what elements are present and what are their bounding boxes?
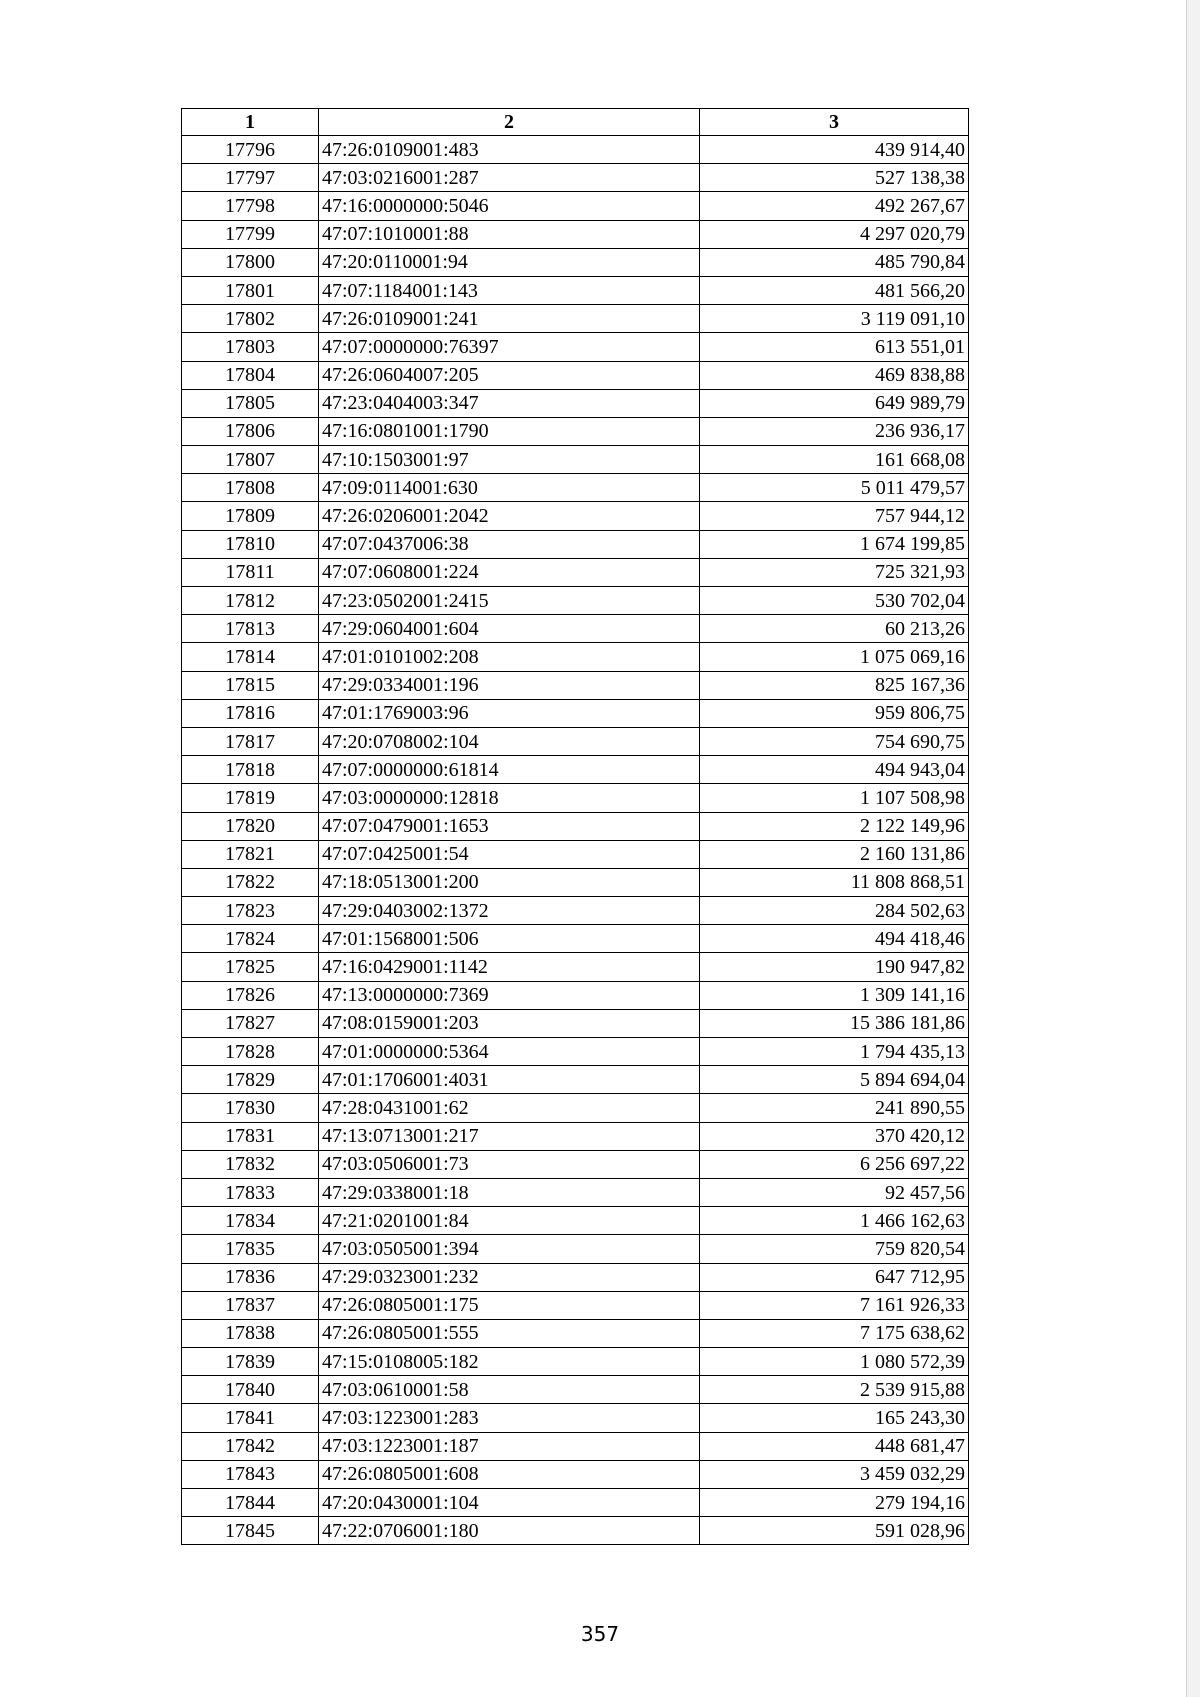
table-row: [182, 1348, 969, 1376]
cadastral-number-cell: 47:20:0708002:104: [319, 727, 700, 755]
cadastral-number-cell: 47:01:0101002:208: [319, 643, 700, 671]
cadastral-number-cell: 47:29:0604001:604: [319, 615, 700, 643]
row-number-cell: 17817: [182, 727, 319, 755]
row-number-cell: 17797: [182, 164, 319, 192]
row-number-cell: 17805: [182, 389, 319, 417]
value-cell: 5 894 694,04: [700, 1066, 969, 1094]
cadastral-number-cell: 47:28:0431001:62: [319, 1094, 700, 1122]
cadastral-number-cell: 47:16:0429001:1142: [319, 953, 700, 981]
cadastral-number-cell: 47:26:0805001:608: [319, 1460, 700, 1488]
row-number-cell: 17825: [182, 953, 319, 981]
value-cell: 7 175 638,62: [700, 1319, 969, 1347]
cadastral-number-cell: 47:03:0610001:58: [319, 1376, 700, 1404]
row-number-cell: 17806: [182, 417, 319, 445]
table-row: [182, 502, 969, 530]
row-number-cell: 17831: [182, 1122, 319, 1150]
cadastral-number-cell: 47:07:0437006:38: [319, 530, 700, 558]
cadastral-number-cell: 47:22:0706001:180: [319, 1517, 700, 1545]
value-cell: 11 808 868,51: [700, 868, 969, 896]
row-number-cell: 17810: [182, 530, 319, 558]
table-row: [182, 1178, 969, 1206]
row-number-cell: 17832: [182, 1150, 319, 1178]
value-cell: 1 080 572,39: [700, 1348, 969, 1376]
table-row: [182, 389, 969, 417]
table-row: [182, 643, 969, 671]
table-row: [182, 671, 969, 699]
value-cell: 492 267,67: [700, 192, 969, 220]
row-number-cell: 17818: [182, 756, 319, 784]
cadastral-number-cell: 47:03:1223001:187: [319, 1432, 700, 1460]
value-cell: 161 668,08: [700, 446, 969, 474]
value-cell: 15 386 181,86: [700, 1009, 969, 1037]
row-number-cell: 17808: [182, 474, 319, 502]
cadastral-number-cell: 47:07:1010001:88: [319, 220, 700, 248]
value-cell: 2 160 131,86: [700, 840, 969, 868]
value-cell: 494 418,46: [700, 925, 969, 953]
row-number-cell: 17845: [182, 1517, 319, 1545]
value-cell: 591 028,96: [700, 1517, 969, 1545]
table-row: [182, 981, 969, 1009]
row-number-cell: 17801: [182, 276, 319, 304]
value-cell: 2 539 915,88: [700, 1376, 969, 1404]
value-cell: 649 989,79: [700, 389, 969, 417]
cadastral-number-cell: 47:01:0000000:5364: [319, 1038, 700, 1066]
table-row: [182, 1150, 969, 1178]
row-number-cell: 17830: [182, 1094, 319, 1122]
row-number-cell: 17840: [182, 1376, 319, 1404]
cadastral-number-cell: 47:07:0000000:61814: [319, 756, 700, 784]
row-number-cell: 17812: [182, 587, 319, 615]
value-cell: 759 820,54: [700, 1235, 969, 1263]
row-number-cell: 17837: [182, 1291, 319, 1319]
row-number-cell: 17802: [182, 305, 319, 333]
row-number-cell: 17804: [182, 361, 319, 389]
row-number-cell: 17833: [182, 1178, 319, 1206]
value-cell: 1 466 162,63: [700, 1207, 969, 1235]
cadastral-number-cell: 47:16:0801001:1790: [319, 417, 700, 445]
cadastral-number-cell: 47:03:0505001:394: [319, 1235, 700, 1263]
value-cell: 959 806,75: [700, 699, 969, 727]
table-row: [182, 530, 969, 558]
value-cell: 485 790,84: [700, 248, 969, 276]
cadastral-number-cell: 47:20:0110001:94: [319, 248, 700, 276]
table-row: [182, 136, 969, 164]
value-cell: 754 690,75: [700, 727, 969, 755]
table-row: [182, 784, 969, 812]
column-header-3: 3: [700, 109, 969, 136]
row-number-cell: 17826: [182, 981, 319, 1009]
table-row: [182, 1094, 969, 1122]
value-cell: 6 256 697,22: [700, 1150, 969, 1178]
cadastral-number-cell: 47:26:0109001:483: [319, 136, 700, 164]
column-header-2: 2: [319, 109, 700, 136]
cadastral-number-cell: 47:15:0108005:182: [319, 1348, 700, 1376]
table-row: [182, 192, 969, 220]
value-cell: 725 321,93: [700, 558, 969, 586]
row-number-cell: 17834: [182, 1207, 319, 1235]
table-row: [182, 1319, 969, 1347]
value-cell: 1 309 141,16: [700, 981, 969, 1009]
table-row: [182, 276, 969, 304]
table-row: [182, 361, 969, 389]
cadastral-number-cell: 47:03:0000000:12818: [319, 784, 700, 812]
table-row: [182, 812, 969, 840]
table-row: [182, 1460, 969, 1488]
row-number-cell: 17807: [182, 446, 319, 474]
table-row: [182, 1009, 969, 1037]
column-header-1: 1: [182, 109, 319, 136]
cadastral-number-cell: 47:01:1568001:506: [319, 925, 700, 953]
value-cell: 165 243,30: [700, 1404, 969, 1432]
cadastral-number-cell: 47:26:0805001:555: [319, 1319, 700, 1347]
row-number-cell: 17828: [182, 1038, 319, 1066]
table-row: [182, 1489, 969, 1517]
header-row: [182, 109, 969, 136]
cadastral-number-cell: 47:29:0338001:18: [319, 1178, 700, 1206]
table-row: [182, 1066, 969, 1094]
table-row: [182, 840, 969, 868]
cadastral-number-cell: 47:13:0000000:7369: [319, 981, 700, 1009]
table-row: [182, 699, 969, 727]
table-row: [182, 1376, 969, 1404]
table-row: [182, 417, 969, 445]
row-number-cell: 17819: [182, 784, 319, 812]
cadastral-number-cell: 47:23:0404003:347: [319, 389, 700, 417]
row-number-cell: 17811: [182, 558, 319, 586]
value-cell: 647 712,95: [700, 1263, 969, 1291]
row-number-cell: 17821: [182, 840, 319, 868]
row-number-cell: 17813: [182, 615, 319, 643]
row-number-cell: 17836: [182, 1263, 319, 1291]
row-number-cell: 17843: [182, 1460, 319, 1488]
cadastral-number-cell: 47:23:0502001:2415: [319, 587, 700, 615]
row-number-cell: 17809: [182, 502, 319, 530]
value-cell: 613 551,01: [700, 333, 969, 361]
value-cell: 757 944,12: [700, 502, 969, 530]
cadastral-number-cell: 47:08:0159001:203: [319, 1009, 700, 1037]
row-number-cell: 17796: [182, 136, 319, 164]
table-row: [182, 897, 969, 925]
cadastral-number-cell: 47:16:0000000:5046: [319, 192, 700, 220]
table-row: [182, 446, 969, 474]
table-row: [182, 305, 969, 333]
cadastral-number-cell: 47:26:0109001:241: [319, 305, 700, 333]
table-row: [182, 1517, 969, 1545]
cadastral-number-cell: 47:03:0216001:287: [319, 164, 700, 192]
cadastral-number-cell: 47:29:0323001:232: [319, 1263, 700, 1291]
cadastral-number-cell: 47:20:0430001:104: [319, 1489, 700, 1517]
cadastral-number-cell: 47:26:0604007:205: [319, 361, 700, 389]
cadastral-number-cell: 47:03:0506001:73: [319, 1150, 700, 1178]
cadastral-number-cell: 47:03:1223001:283: [319, 1404, 700, 1432]
row-number-cell: 17827: [182, 1009, 319, 1037]
table-row: [182, 333, 969, 361]
table-row: [182, 925, 969, 953]
table-row: [182, 1404, 969, 1432]
page-number: 357: [580, 1622, 620, 1646]
value-cell: 1 674 199,85: [700, 530, 969, 558]
row-number-cell: 17841: [182, 1404, 319, 1432]
value-cell: 4 297 020,79: [700, 220, 969, 248]
value-cell: 7 161 926,33: [700, 1291, 969, 1319]
table-row: [182, 1291, 969, 1319]
row-number-cell: 17829: [182, 1066, 319, 1094]
value-cell: 3 459 032,29: [700, 1460, 969, 1488]
row-number-cell: 17815: [182, 671, 319, 699]
row-number-cell: 17835: [182, 1235, 319, 1263]
row-number-cell: 17839: [182, 1348, 319, 1376]
row-number-cell: 17799: [182, 220, 319, 248]
value-cell: 3 119 091,10: [700, 305, 969, 333]
table-row: [182, 1207, 969, 1235]
value-cell: 481 566,20: [700, 276, 969, 304]
cadastral-number-cell: 47:07:0608001:224: [319, 558, 700, 586]
cadastral-number-cell: 47:07:0425001:54: [319, 840, 700, 868]
value-cell: 236 936,17: [700, 417, 969, 445]
table-row: [182, 558, 969, 586]
row-number-cell: 17823: [182, 897, 319, 925]
table-row: [182, 1038, 969, 1066]
page-edge: [1186, 0, 1200, 1697]
value-cell: 825 167,36: [700, 671, 969, 699]
table-row: [182, 587, 969, 615]
value-cell: 1 075 069,16: [700, 643, 969, 671]
cadastral-number-cell: 47:07:0000000:76397: [319, 333, 700, 361]
cadastral-number-cell: 47:26:0206001:2042: [319, 502, 700, 530]
table-row: [182, 220, 969, 248]
cadastral-number-cell: 47:01:1706001:4031: [319, 1066, 700, 1094]
cadastral-number-cell: 47:26:0805001:175: [319, 1291, 700, 1319]
table-row: [182, 756, 969, 784]
row-number-cell: 17803: [182, 333, 319, 361]
cadastral-number-cell: 47:13:0713001:217: [319, 1122, 700, 1150]
table-row: [182, 727, 969, 755]
row-number-cell: 17842: [182, 1432, 319, 1460]
value-cell: 241 890,55: [700, 1094, 969, 1122]
value-cell: 279 194,16: [700, 1489, 969, 1517]
cadastral-number-cell: 47:10:1503001:97: [319, 446, 700, 474]
value-cell: 190 947,82: [700, 953, 969, 981]
cadastral-number-cell: 47:01:1769003:96: [319, 699, 700, 727]
table-row: [182, 1432, 969, 1460]
value-cell: 370 420,12: [700, 1122, 969, 1150]
value-cell: 439 914,40: [700, 136, 969, 164]
value-cell: 1 107 508,98: [700, 784, 969, 812]
table-row: [182, 1263, 969, 1291]
table-row: [182, 615, 969, 643]
value-cell: 92 457,56: [700, 1178, 969, 1206]
table-row: [182, 953, 969, 981]
value-cell: 60 213,26: [700, 615, 969, 643]
value-cell: 494 943,04: [700, 756, 969, 784]
row-number-cell: 17800: [182, 248, 319, 276]
table-row: [182, 248, 969, 276]
table-row: [182, 164, 969, 192]
value-cell: 2 122 149,96: [700, 812, 969, 840]
row-number-cell: 17814: [182, 643, 319, 671]
table-row: [182, 1122, 969, 1150]
cadastral-number-cell: 47:18:0513001:200: [319, 868, 700, 896]
value-cell: 5 011 479,57: [700, 474, 969, 502]
cadastral-number-cell: 47:07:1184001:143: [319, 276, 700, 304]
cadastral-number-cell: 47:29:0334001:196: [319, 671, 700, 699]
cadastral-number-cell: 47:29:0403002:1372: [319, 897, 700, 925]
row-number-cell: 17820: [182, 812, 319, 840]
row-number-cell: 17824: [182, 925, 319, 953]
row-number-cell: 17844: [182, 1489, 319, 1517]
row-number-cell: 17822: [182, 868, 319, 896]
value-cell: 527 138,38: [700, 164, 969, 192]
row-number-cell: 17838: [182, 1319, 319, 1347]
value-cell: 530 702,04: [700, 587, 969, 615]
cadastral-number-cell: 47:07:0479001:1653: [319, 812, 700, 840]
table-body: [182, 136, 969, 1545]
data-table: [181, 108, 969, 1545]
table-row: [182, 474, 969, 502]
table-row: [182, 1235, 969, 1263]
value-cell: 1 794 435,13: [700, 1038, 969, 1066]
row-number-cell: 17798: [182, 192, 319, 220]
table-row: [182, 868, 969, 896]
value-cell: 448 681,47: [700, 1432, 969, 1460]
cadastral-number-cell: 47:09:0114001:630: [319, 474, 700, 502]
row-number-cell: 17816: [182, 699, 319, 727]
value-cell: 284 502,63: [700, 897, 969, 925]
cadastral-number-cell: 47:21:0201001:84: [319, 1207, 700, 1235]
value-cell: 469 838,88: [700, 361, 969, 389]
